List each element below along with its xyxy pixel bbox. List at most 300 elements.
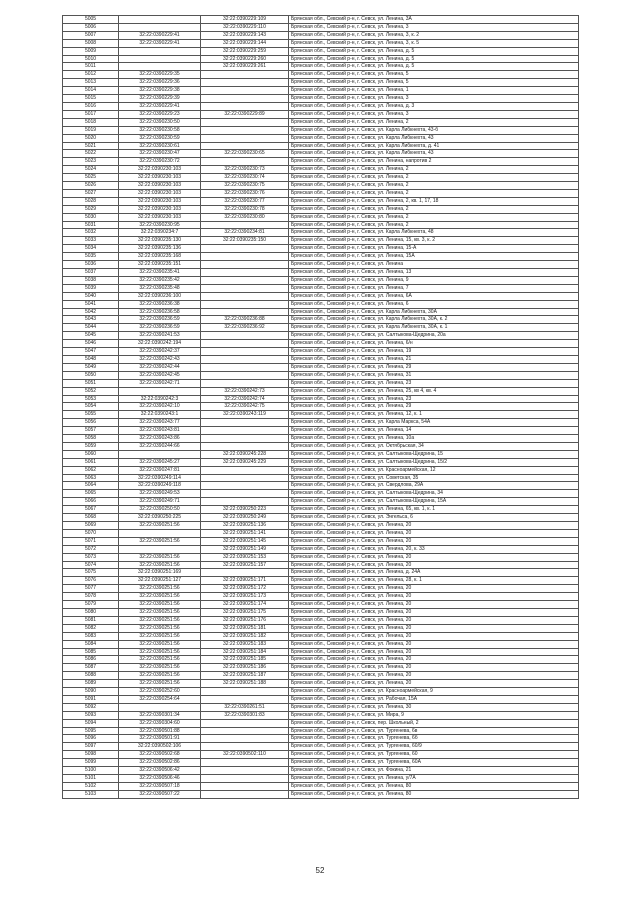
row-number-cell: 5069 (63, 522, 119, 530)
building-cadastral-cell: 32:22:0390502:110 (201, 751, 289, 759)
table-row (63, 561, 579, 569)
land-cadastral-cell: 32:22:0390242:10 (119, 403, 201, 411)
table-row (63, 379, 579, 387)
building-cadastral-cell (201, 87, 289, 95)
row-number-cell: 5024 (63, 166, 119, 174)
table-row (63, 39, 579, 47)
building-cadastral-cell (201, 474, 289, 482)
building-cadastral-cell: 32:22:0390251:174 (201, 601, 289, 609)
land-cadastral-cell: 32:22:0390247:81 (119, 466, 201, 474)
table-row (63, 474, 579, 482)
building-cadastral-cell (201, 569, 289, 577)
land-cadastral-cell: 32:22:0390229:36 (119, 79, 201, 87)
address-cell: Брянская обл., Севский р-н, г. Севск, ул. Тургенева, 60А (289, 759, 579, 767)
row-number-cell: 5020 (63, 134, 119, 142)
table-row (63, 340, 579, 348)
address-cell: Брянская обл., Севский р-н, г. Севск, ул. Ленина, 20 (289, 672, 579, 680)
land-cadastral-cell: 32:22:0390230:103 (119, 197, 201, 205)
table-row (63, 522, 579, 530)
table-row (63, 253, 579, 261)
land-cadastral-cell: 32:22:0390249:114 (119, 474, 201, 482)
land-cadastral-cell: 32:22:0390236:59 (119, 324, 201, 332)
row-number-cell: 5017 (63, 110, 119, 118)
building-cadastral-cell: 32:22:0390229:143 (201, 31, 289, 39)
table-row (63, 624, 579, 632)
address-cell: Брянская обл., Севский р-н, г. Севск, ул. Ленина, 80 (289, 790, 579, 798)
building-cadastral-cell (201, 221, 289, 229)
land-cadastral-cell: 32:22:0390229:23 (119, 110, 201, 118)
row-number-cell: 5089 (63, 680, 119, 688)
row-number-cell: 5040 (63, 292, 119, 300)
address-cell: Брянская обл., Севский р-н, г. Севск, ул. Ленина, 21 (289, 355, 579, 363)
building-cadastral-cell (201, 735, 289, 743)
address-cell: Брянская обл., Севский р-н, г. Севск, ул. Салтыкова-Щедрина, 20а (289, 332, 579, 340)
table-row (63, 213, 579, 221)
address-cell: Брянская обл., Севский р-н, г. Севск, ул. Ленина, 3 (289, 110, 579, 118)
land-cadastral-cell: 32:22:0390254:64 (119, 695, 201, 703)
address-cell: Брянская обл., Севский р-н, г. Севск, ул. Свердлова, 29А (289, 482, 579, 490)
land-cadastral-cell: 32:22:0390251:56 (119, 593, 201, 601)
land-cadastral-cell: 32:22:0390249:71 (119, 498, 201, 506)
land-cadastral-cell: 32:22:0390235:130 (119, 237, 201, 245)
table-row (63, 537, 579, 545)
row-number-cell: 5031 (63, 221, 119, 229)
building-cadastral-cell: 32:22:0390229:110 (201, 23, 289, 31)
land-cadastral-cell (119, 529, 201, 537)
table-row (63, 292, 579, 300)
land-cadastral-cell: 32:22:0390230:61 (119, 142, 201, 150)
row-number-cell: 5032 (63, 229, 119, 237)
address-cell: Брянская обл., Севский р-н, г. Севск, ул. Ленина, 2 (289, 182, 579, 190)
address-cell: Брянская обл., Севский р-н, г. Севск, ул. Ленина, 20 (289, 553, 579, 561)
row-number-cell: 5022 (63, 150, 119, 158)
row-number-cell: 5005 (63, 16, 119, 24)
row-number-cell: 5038 (63, 276, 119, 284)
table-row (63, 743, 579, 751)
land-cadastral-cell: 32:22:0390242:71 (119, 379, 201, 387)
table-row (63, 142, 579, 150)
row-number-cell: 5062 (63, 466, 119, 474)
land-cadastral-cell: 32:22:0390229:41 (119, 31, 201, 39)
table-row (63, 458, 579, 466)
building-cadastral-cell: 32:22:0390229:261 (201, 63, 289, 71)
row-number-cell: 5072 (63, 545, 119, 553)
building-cadastral-cell: 32:22:0390230:75 (201, 182, 289, 190)
address-cell: Брянская обл., Севский р-н, г. Севск, ул. Ленина, 6 (289, 300, 579, 308)
building-cadastral-cell: 32:22:0390261:51 (201, 703, 289, 711)
land-cadastral-cell: 32:22:0390250:50 (119, 506, 201, 514)
land-cadastral-cell: 32:22:0390230:103 (119, 213, 201, 221)
land-cadastral-cell (119, 545, 201, 553)
building-cadastral-cell: 32:22:0390251:171 (201, 577, 289, 585)
address-cell: Брянская обл., Севский р-н, г. Севск, ул. Красноармейская, 9 (289, 688, 579, 696)
building-cadastral-cell: 32:22:0390234:81 (201, 229, 289, 237)
building-cadastral-cell (201, 79, 289, 87)
row-number-cell: 5039 (63, 284, 119, 292)
address-cell: Брянская обл., Севский р-н, г. Севск, ул. Карла Либкнехта, 43 (289, 134, 579, 142)
row-number-cell: 5012 (63, 71, 119, 79)
row-number-cell: 5048 (63, 355, 119, 363)
row-number-cell: 5033 (63, 237, 119, 245)
row-number-cell: 5059 (63, 442, 119, 450)
row-number-cell: 5094 (63, 719, 119, 727)
table-row (63, 450, 579, 458)
table-row (63, 545, 579, 553)
building-cadastral-cell (201, 688, 289, 696)
row-number-cell: 5010 (63, 55, 119, 63)
row-number-cell: 5034 (63, 245, 119, 253)
address-cell: Брянская обл., Севский р-н, г. Севск, ул. Тургенева, 6в (289, 727, 579, 735)
building-cadastral-cell (201, 775, 289, 783)
row-number-cell: 5029 (63, 205, 119, 213)
row-number-cell: 5100 (63, 767, 119, 775)
address-cell: Брянская обл., Севский р-н, г. Севск, ул. Ленина, 29 (289, 403, 579, 411)
building-cadastral-cell: 32:22:0390251:184 (201, 648, 289, 656)
building-cadastral-cell (201, 355, 289, 363)
building-cadastral-cell (201, 727, 289, 735)
building-cadastral-cell: 32:22:0390236:88 (201, 316, 289, 324)
address-cell: Брянская обл., Севский р-н, г. Севск, ул. Ленина, 80 (289, 782, 579, 790)
table-row (63, 664, 579, 672)
land-cadastral-cell: 32:22:0390506:42 (119, 767, 201, 775)
land-cadastral-cell: 32:22:0390251:56 (119, 648, 201, 656)
table-row (63, 79, 579, 87)
row-number-cell: 5067 (63, 506, 119, 514)
land-cadastral-cell: 32:22:0390251:56 (119, 680, 201, 688)
building-cadastral-cell: 32:22:0390251:136 (201, 522, 289, 530)
row-number-cell: 5064 (63, 482, 119, 490)
table-row (63, 632, 579, 640)
building-cadastral-cell (201, 743, 289, 751)
address-cell: Брянская обл., Севский р-н, г. Севск, ул. Ленина, 2, кв. 1, 17, 18 (289, 197, 579, 205)
building-cadastral-cell: 32:22:0390250:249 (201, 514, 289, 522)
building-cadastral-cell: 32:22:0390229:109 (201, 16, 289, 24)
land-cadastral-cell: 32:22:0390230:103 (119, 174, 201, 182)
building-cadastral-cell (201, 759, 289, 767)
building-cadastral-cell (201, 308, 289, 316)
row-number-cell: 5088 (63, 672, 119, 680)
table-row (63, 102, 579, 110)
land-cadastral-cell: 32:22:0390236:38 (119, 300, 201, 308)
land-cadastral-cell: 32:22:0390229:41 (119, 102, 201, 110)
building-cadastral-cell (201, 782, 289, 790)
table-row (63, 514, 579, 522)
land-cadastral-cell: 32:22:0390251:56 (119, 553, 201, 561)
building-cadastral-cell (201, 427, 289, 435)
row-number-cell: 5078 (63, 593, 119, 601)
table-row (63, 767, 579, 775)
land-cadastral-cell: 32:22:0390304:60 (119, 719, 201, 727)
building-cadastral-cell: 32:22:0390251:182 (201, 632, 289, 640)
building-cadastral-cell (201, 419, 289, 427)
table-row (63, 411, 579, 419)
table-row (63, 205, 579, 213)
table-row (63, 608, 579, 616)
land-cadastral-cell: 32:22:0390507:18 (119, 782, 201, 790)
land-cadastral-cell: 32:22:0390501:91 (119, 735, 201, 743)
land-cadastral-cell (119, 703, 201, 711)
address-cell: Брянская обл., Севский р-н, г. Севск, ул. Ленина, 31 (289, 371, 579, 379)
row-number-cell: 5101 (63, 775, 119, 783)
land-cadastral-cell: 32:22:0390502:106 (119, 743, 201, 751)
building-cadastral-cell: 32:22:0390243:119 (201, 411, 289, 419)
row-number-cell: 5103 (63, 790, 119, 798)
row-number-cell: 5054 (63, 403, 119, 411)
building-cadastral-cell (201, 102, 289, 110)
address-cell: Брянская обл., Севский р-н, г. Севск, ул. Ленина, 2 (289, 166, 579, 174)
table-row (63, 759, 579, 767)
building-cadastral-cell (201, 292, 289, 300)
address-cell: Брянская обл., Севский р-н, г. Севск, ул. Ленина, 3, к. 2 (289, 31, 579, 39)
row-number-cell: 5006 (63, 23, 119, 31)
land-cadastral-cell: 32:22:0390242:3 (119, 395, 201, 403)
land-cadastral-cell: 32:22:0390249:53 (119, 490, 201, 498)
building-cadastral-cell: 32:22:0390229:144 (201, 39, 289, 47)
address-cell: Брянская обл., Севский р-н, г. Севск, ул. Ленина, 23 (289, 395, 579, 403)
land-cadastral-cell: 32:22:0390236:59 (119, 316, 201, 324)
table-row (63, 118, 579, 126)
land-cadastral-cell (119, 16, 201, 24)
row-number-cell: 5052 (63, 387, 119, 395)
land-cadastral-cell: 32:22:0390230:103 (119, 189, 201, 197)
address-cell: Брянская обл., Севский р-н, г. Севск, ул. Ленина, 13 (289, 269, 579, 277)
table-row (63, 703, 579, 711)
table-row (63, 134, 579, 142)
table-row (63, 427, 579, 435)
land-cadastral-cell: 32:22:0390230:103 (119, 205, 201, 213)
land-cadastral-cell: 32:22:0390236:58 (119, 308, 201, 316)
row-number-cell: 5041 (63, 300, 119, 308)
building-cadastral-cell (201, 300, 289, 308)
land-cadastral-cell: 32:22:0390230:59 (119, 134, 201, 142)
row-number-cell: 5056 (63, 419, 119, 427)
land-cadastral-cell: 32:22:0390235:42 (119, 276, 201, 284)
row-number-cell: 5068 (63, 514, 119, 522)
building-cadastral-cell (201, 348, 289, 356)
row-number-cell: 5080 (63, 608, 119, 616)
address-cell: Брянская обл., Севский р-н, г. Севск, ул. Ленина, 2 (289, 213, 579, 221)
building-cadastral-cell: 32:22:0390245:228 (201, 450, 289, 458)
row-number-cell: 5019 (63, 126, 119, 134)
table-row (63, 126, 579, 134)
address-cell: Брянская обл., Севский р-н, г. Севск, ул. Ленина, 2 (289, 221, 579, 229)
building-cadastral-cell (201, 498, 289, 506)
table-row (63, 166, 579, 174)
row-number-cell: 5090 (63, 688, 119, 696)
row-number-cell: 5086 (63, 656, 119, 664)
land-cadastral-cell: 32:22:0390242:45 (119, 371, 201, 379)
land-cadastral-cell (119, 450, 201, 458)
building-cadastral-cell: 32:22:0390229:89 (201, 110, 289, 118)
row-number-cell: 5050 (63, 371, 119, 379)
address-cell: Брянская обл., Севский р-н, г. Севск, ул. Ленина, 12, к. 1 (289, 411, 579, 419)
building-cadastral-cell (201, 134, 289, 142)
address-cell: Брянская обл., Севский р-н, г. Севск, ул. Ленина, 20 (289, 664, 579, 672)
row-number-cell: 5047 (63, 348, 119, 356)
address-cell: Брянская обл., Севский р-н, г. Севск, ул. Тургенева, 60 (289, 751, 579, 759)
table-row (63, 229, 579, 237)
building-cadastral-cell (201, 767, 289, 775)
land-cadastral-cell: 32:22:0390245:27 (119, 458, 201, 466)
building-cadastral-cell: 32:22:0390250:223 (201, 506, 289, 514)
address-cell: Брянская обл., Севский р-н, г. Севск, ул. Ленина, 3 (289, 23, 579, 31)
address-cell: Брянская обл., Севский р-н, г. Севск, ул. Ленина, 14 (289, 427, 579, 435)
table-row (63, 482, 579, 490)
row-number-cell: 5011 (63, 63, 119, 71)
table-row (63, 435, 579, 443)
land-cadastral-cell: 32:22:0390230:72 (119, 158, 201, 166)
land-cadastral-cell: 32:22:0390251:56 (119, 537, 201, 545)
building-cadastral-cell (201, 435, 289, 443)
row-number-cell: 5093 (63, 711, 119, 719)
building-cadastral-cell: 32:22:0390245:229 (201, 458, 289, 466)
row-number-cell: 5065 (63, 490, 119, 498)
address-cell: Брянская обл., Севский р-н, г. Севск, ул. Ленина, 20 (289, 522, 579, 530)
building-cadastral-cell (201, 142, 289, 150)
table-row (63, 316, 579, 324)
land-cadastral-cell: 32:22:0390251:56 (119, 624, 201, 632)
address-cell: Брянская обл., Севский р-н, г. Севск, ул. Энгельса, 6 (289, 514, 579, 522)
building-cadastral-cell (201, 118, 289, 126)
address-cell: Брянская обл., Севский р-н, г. Севск, ул. Мира, 9 (289, 711, 579, 719)
address-cell: Брянская обл., Севский р-н, г. Севск, ул. Ленина, 19 (289, 348, 579, 356)
address-cell: Брянская обл., Севский р-н, г. Севск, ул. Ленина, 2 (289, 189, 579, 197)
address-cell: Брянская обл., Севский р-н, г. Севск, ул. Ленина (289, 261, 579, 269)
land-cadastral-cell: 32:22:0390501:88 (119, 727, 201, 735)
table-row (63, 680, 579, 688)
row-number-cell: 5025 (63, 174, 119, 182)
row-number-cell: 5045 (63, 332, 119, 340)
address-cell: Брянская обл., Севский р-н, г. Севск, ул. Карла Либкнехта, 48 (289, 229, 579, 237)
table-row (63, 23, 579, 31)
address-cell: Брянская обл., Севский р-н, г. Севск, ул. Карла Либкнехта, 30А (289, 308, 579, 316)
land-cadastral-cell: 32:22:0390251:56 (119, 608, 201, 616)
building-cadastral-cell: 32:22:0390230:65 (201, 150, 289, 158)
building-cadastral-cell: 32:22:0390251:183 (201, 640, 289, 648)
building-cadastral-cell: 32:22:0390230:73 (201, 166, 289, 174)
table-row (63, 751, 579, 759)
row-number-cell: 5007 (63, 31, 119, 39)
address-cell: Брянская обл., Севский р-н, г. Севск, ул. Салтыкова-Щедрина, 15 (289, 450, 579, 458)
table-row (63, 237, 579, 245)
address-cell: Брянская обл., Севский р-н, г. Севск, ул. Красноармейская, 12 (289, 466, 579, 474)
table-row (63, 300, 579, 308)
land-cadastral-cell: 32:22:0390241:53 (119, 332, 201, 340)
building-cadastral-cell: 32:22:0390251:186 (201, 664, 289, 672)
row-number-cell: 5016 (63, 102, 119, 110)
building-cadastral-cell: 32:22:0390251:188 (201, 680, 289, 688)
table-row (63, 553, 579, 561)
table-row (63, 688, 579, 696)
table-row (63, 308, 579, 316)
table-row (63, 47, 579, 55)
row-number-cell: 5073 (63, 553, 119, 561)
table-row (63, 601, 579, 609)
table-row (63, 55, 579, 63)
row-number-cell: 5083 (63, 632, 119, 640)
address-cell: Брянская обл., Севский р-н, г. Севск, ул. Ленина, 2 (289, 205, 579, 213)
table-row (63, 498, 579, 506)
address-cell: Брянская обл., Севский р-н, г. Севск, ул. Тургенева, 6б (289, 735, 579, 743)
row-number-cell: 5079 (63, 601, 119, 609)
address-cell: Брянская обл., Севский р-н, г. Севск, ул. Ленина, 3 (289, 95, 579, 103)
row-number-cell: 5071 (63, 537, 119, 545)
land-cadastral-cell: 32:22:0390242:37 (119, 348, 201, 356)
table-row (63, 782, 579, 790)
address-cell: Брянская обл., Севский р-н, г. Севск, ул. Ленина, 6А (289, 292, 579, 300)
row-number-cell: 5096 (63, 735, 119, 743)
building-cadastral-cell (201, 340, 289, 348)
table-row (63, 442, 579, 450)
land-cadastral-cell: 32:22:0390251:127 (119, 577, 201, 585)
address-cell: Брянская обл., Севский р-н, г. Севск, ул. Карла Либкнехта, 43-б (289, 126, 579, 134)
address-cell: Брянская обл., Севский р-н, г. Севск, ул. Ленина, 15-А (289, 245, 579, 253)
address-cell: Брянская обл., Севский р-н, г. Севск, ул. Ленина, 6/н (289, 340, 579, 348)
address-cell: Брянская обл., Севский р-н, г. Севск, ул. Ленина, 20 (289, 640, 579, 648)
building-cadastral-cell (201, 719, 289, 727)
row-number-cell: 5021 (63, 142, 119, 150)
address-cell: Брянская обл., Севский р-н, г. Севск, ул. Ленина, 20 (289, 593, 579, 601)
building-cadastral-cell (201, 245, 289, 253)
table-row (63, 284, 579, 292)
row-number-cell: 5043 (63, 316, 119, 324)
row-number-cell: 5084 (63, 640, 119, 648)
address-cell: Брянская обл., Севский р-н, г. Севск, ул. Карла Маркса, 54А (289, 419, 579, 427)
table-row (63, 371, 579, 379)
land-cadastral-cell: 32:22:0390229:35 (119, 71, 201, 79)
row-number-cell: 5077 (63, 585, 119, 593)
table-row (63, 174, 579, 182)
table-row (63, 735, 579, 743)
table-row (63, 87, 579, 95)
land-cadastral-cell: 32:22:0390502:68 (119, 751, 201, 759)
row-number-cell: 5027 (63, 189, 119, 197)
land-cadastral-cell: 32:22:0390251:56 (119, 601, 201, 609)
building-cadastral-cell: 32:22:0390242:73 (201, 387, 289, 395)
table-row (63, 403, 579, 411)
building-cadastral-cell: 32:22:0390251:149 (201, 545, 289, 553)
building-cadastral-cell: 32:22:0390230:77 (201, 197, 289, 205)
row-number-cell: 5036 (63, 261, 119, 269)
row-number-cell: 5099 (63, 759, 119, 767)
address-cell: Брянская обл., Севский р-н, г. Севск, ул. Ленина, 2 (289, 118, 579, 126)
address-cell: Брянская обл., Севский р-н, г. Севск, ул. Ленина, у/7А (289, 775, 579, 783)
table-row (63, 490, 579, 498)
land-cadastral-cell: 32:22:0390244:66 (119, 442, 201, 450)
table-row (63, 332, 579, 340)
address-cell: Брянская обл., Севский р-н, г. Севск, ул. Ленина, 29 (289, 363, 579, 371)
address-cell: Брянская обл., Севский р-н, г. Севск, ул. Ленина, 20 (289, 632, 579, 640)
table-row (63, 395, 579, 403)
land-cadastral-cell: 32:22:0390235:48 (119, 284, 201, 292)
row-number-cell: 5014 (63, 87, 119, 95)
table-row (63, 616, 579, 624)
address-cell: Брянская обл., Севский р-н, г. Севск, ул. Октябрьская, 34 (289, 442, 579, 450)
land-cadastral-cell (119, 23, 201, 31)
building-cadastral-cell: 32:22:0390251:141 (201, 529, 289, 537)
land-cadastral-cell: 32:22:0390243:86 (119, 435, 201, 443)
table-row (63, 727, 579, 735)
address-cell: Брянская обл., Севский р-н, г. Севск, ул. Ленина, 20 (289, 680, 579, 688)
table-row (63, 348, 579, 356)
land-cadastral-cell: 32:22:0390251:56 (119, 672, 201, 680)
land-cadastral-cell: 32:22:0390230:58 (119, 126, 201, 134)
land-cadastral-cell: 32:22:0390236:100 (119, 292, 201, 300)
row-number-cell: 5095 (63, 727, 119, 735)
address-cell: Брянская обл., Севский р-н, г. Севск, ул. Ленина, 25, кв 4, кв. 4 (289, 387, 579, 395)
land-cadastral-cell: 32:22:0390230:103 (119, 166, 201, 174)
address-cell: Брянская обл., Севский р-н, г. Севск, ул. Салтыкова-Щедрина, 15/2 (289, 458, 579, 466)
